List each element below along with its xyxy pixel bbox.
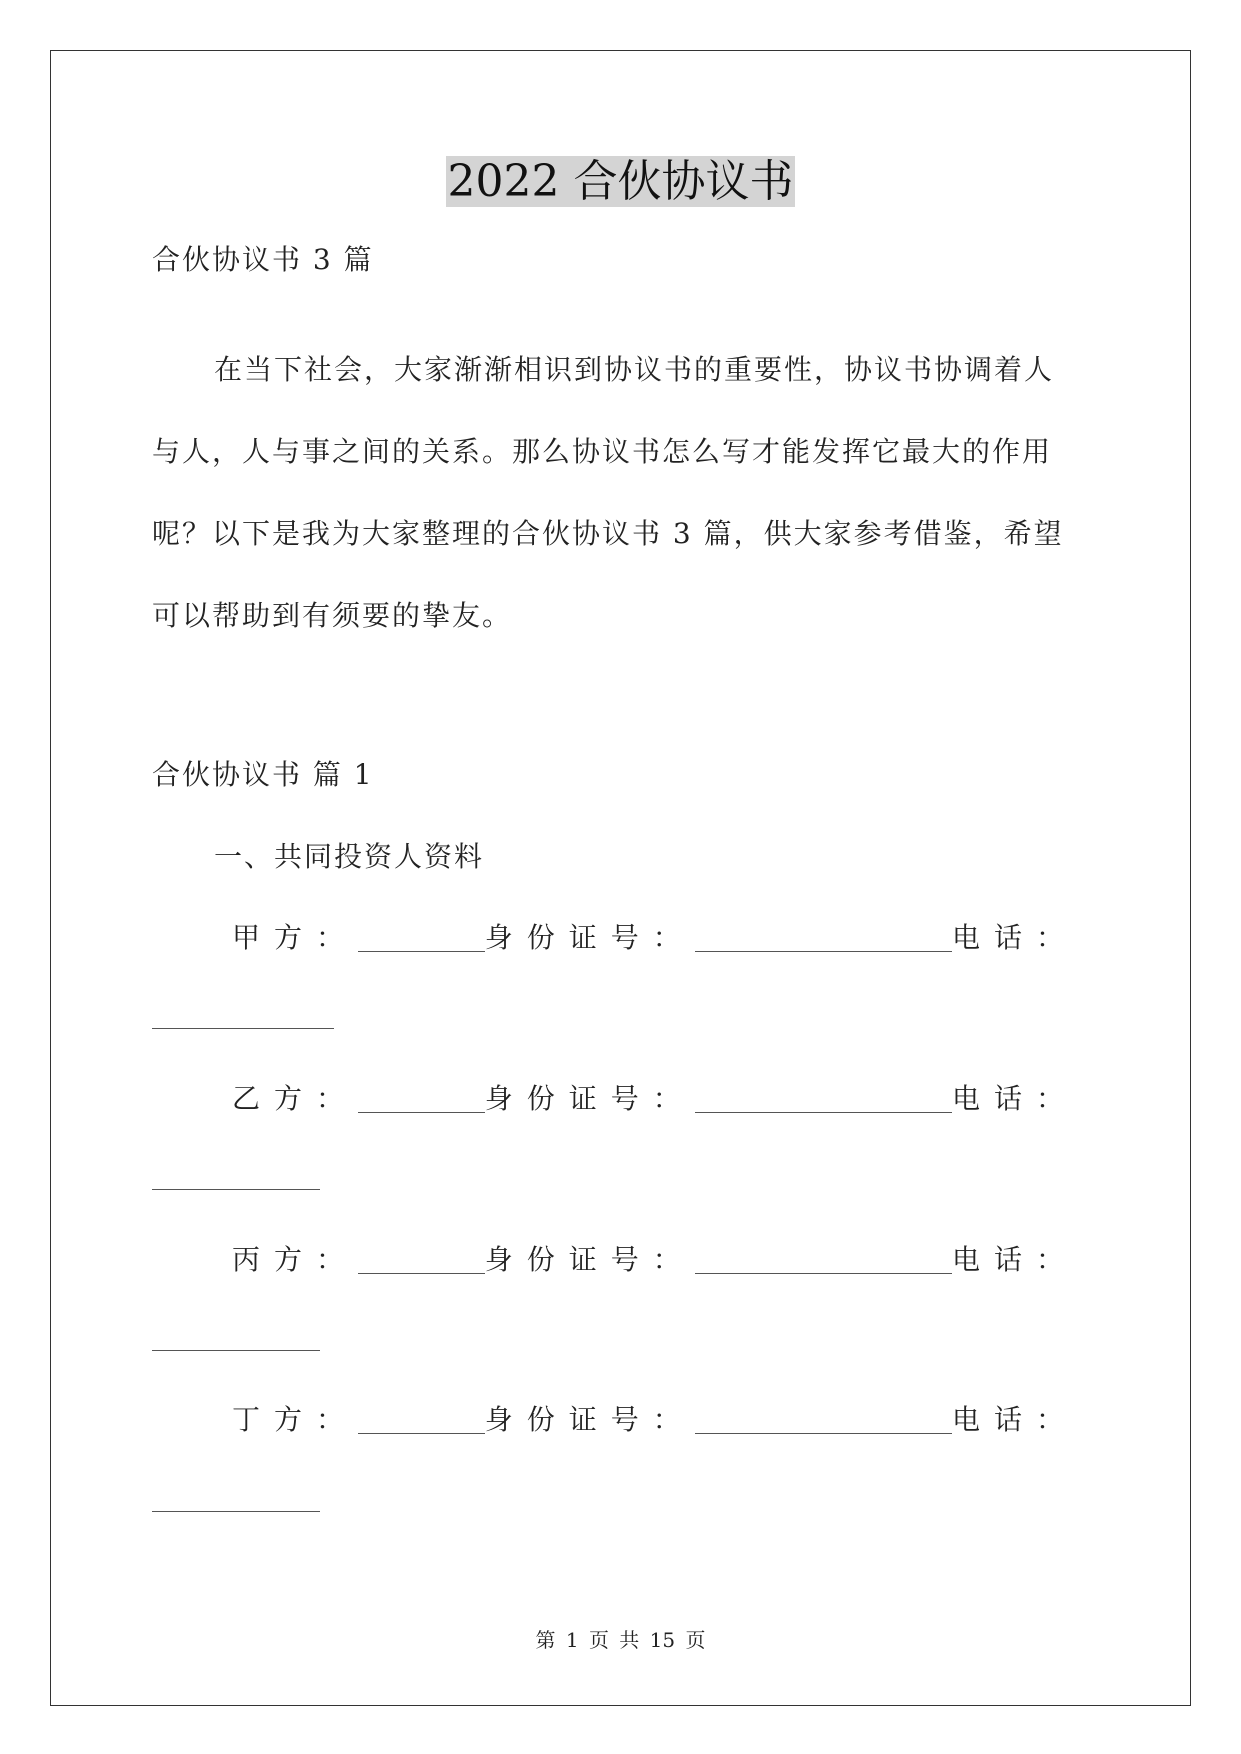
intro-line-1: 在当下社会，大家渐渐相识到协议书的重要性，协议书协调着人	[214, 353, 1055, 386]
id-label: 身份证号：	[484, 1403, 695, 1436]
name-blank-field[interactable]	[358, 1403, 485, 1434]
name-blank-field[interactable]	[358, 1243, 485, 1274]
phone-blank-field[interactable]	[152, 1027, 334, 1029]
party-row-a	[232, 918, 1078, 958]
name-blank-field[interactable]	[358, 1082, 485, 1113]
document-title: 2022 合伙协议书	[447, 156, 794, 207]
id-label: 身份证号：	[484, 1082, 695, 1115]
name-blank-field[interactable]	[358, 921, 485, 952]
phone-blank-field[interactable]	[152, 1510, 320, 1512]
id-blank-field[interactable]	[695, 1403, 952, 1434]
party-row-d	[232, 1400, 1078, 1440]
document-subtitle: 合伙协议书 3 篇	[152, 243, 374, 276]
party-label: 丙方：	[232, 1243, 359, 1276]
phone-label: 电话：	[951, 1243, 1078, 1276]
intro-line-3: 呢？以下是我为大家整理的合伙协议书 3 篇，供大家参考借鉴，希望	[152, 517, 1064, 550]
section-heading: 合伙协议书 篇 1	[152, 758, 374, 791]
page-footer: 第 1 页 共 15 页	[535, 1628, 706, 1652]
id-blank-field[interactable]	[695, 1243, 952, 1274]
page-border	[50, 50, 1191, 1706]
party-row-c	[232, 1240, 1078, 1280]
phone-blank-field[interactable]	[152, 1349, 320, 1351]
phone-label: 电话：	[951, 1403, 1078, 1436]
party-label: 乙方：	[232, 1082, 359, 1115]
intro-line-2: 与人，人与事之间的关系。那么协议书怎么写才能发挥它最大的作用	[152, 435, 1053, 468]
id-blank-field[interactable]	[695, 1082, 952, 1113]
phone-blank-field[interactable]	[152, 1188, 320, 1190]
id-label: 身份证号：	[484, 1243, 695, 1276]
phone-label: 电话：	[951, 921, 1078, 954]
party-label: 甲方：	[232, 921, 359, 954]
party-row-b	[232, 1079, 1078, 1119]
intro-line-4: 可以帮助到有须要的挚友。	[152, 599, 513, 632]
party-label: 丁方：	[232, 1403, 359, 1436]
id-label: 身份证号：	[484, 921, 695, 954]
subsection-heading: 一、共同投资人资料	[214, 840, 485, 873]
id-blank-field[interactable]	[695, 921, 952, 952]
phone-label: 电话：	[951, 1082, 1078, 1115]
